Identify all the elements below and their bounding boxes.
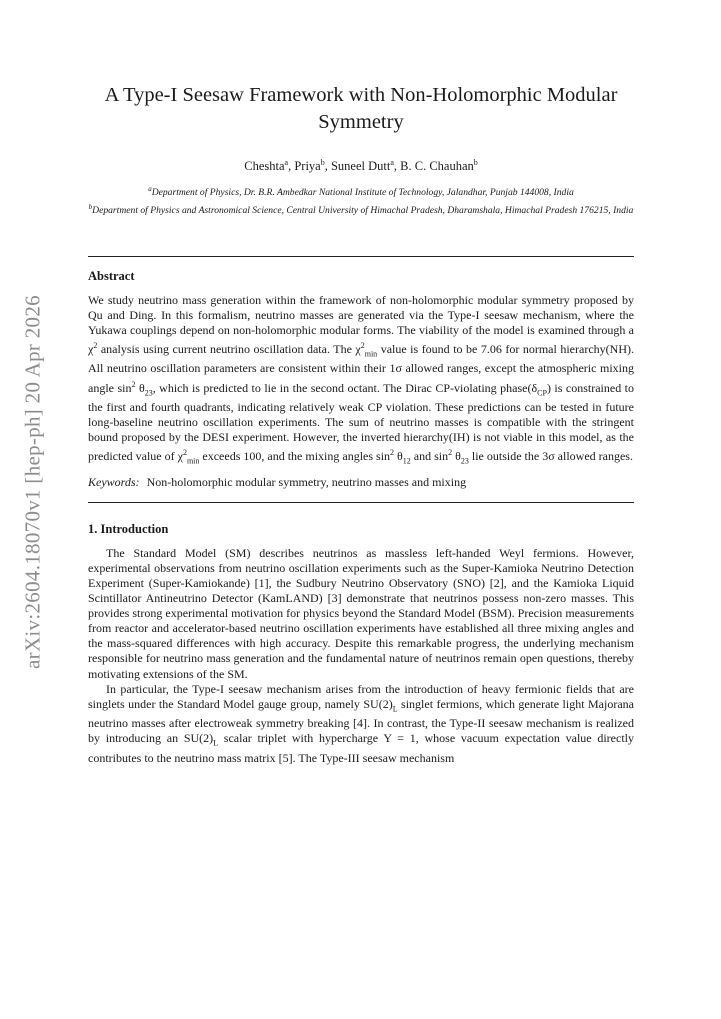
abstract-superscript: 2 bbox=[182, 448, 187, 458]
abstract-subscript: 23 bbox=[460, 456, 469, 466]
affiliation bbox=[88, 183, 634, 200]
abstract-segment: ) is constrained to the first and fourth quadrants, indicating relatively weak CP violation. These predictions can be tested in future long-baseline neutrino oscillation experiments. The sum of neutrino masses is compatible with the stringent bound proposed by the DESI experiment. However, the inverted hierarchy(IH) is not viable in this model, as the predicted value of χ bbox=[88, 380, 634, 464]
abstract-superscript: 2 bbox=[390, 448, 395, 458]
bottom-divider bbox=[88, 502, 634, 503]
author-name: Suneel Dutt bbox=[330, 159, 391, 174]
body-subscript: L bbox=[213, 738, 219, 748]
abstract-segment: θ bbox=[452, 449, 461, 464]
body-segment: singlet fermions, which generate light Majorana neutrino masses after electroweak symmetry breaking [4]. In contrast, the Type-II seesaw mechanism is realized by introducing an SU(2) bbox=[88, 696, 634, 746]
author-name: Priya bbox=[294, 159, 321, 174]
abstract-segment: , which is predicted to lie in the second octant. The Dirac CP-violating phase(δ bbox=[152, 380, 538, 395]
affiliations bbox=[88, 183, 634, 218]
top-divider bbox=[88, 256, 634, 257]
affiliation-mark: b bbox=[88, 202, 93, 211]
author-name: B. C. Chauhan bbox=[400, 159, 474, 174]
abstract-segment: and sin bbox=[410, 449, 449, 464]
body-segment: In particular, the Type-I seesaw mechanism arises from the introduction of heavy fermionic fields that are singlets under the Standard Model gauge group, namely SU(2) bbox=[88, 681, 634, 711]
abstract-segment: We study neutrino mass generation within the framework of non-holomorphic modular symmetry proposed by Qu and Ding. In this formalism, neutrino masses are generated via the Type-I seesaw mechanism, where the Yukawa couplings depend on non-holomorphic modular forms. The viability of the model is examined through a χ bbox=[88, 292, 634, 356]
section-body bbox=[88, 546, 634, 766]
abstract-superscript: 2 bbox=[93, 341, 98, 350]
section-heading bbox=[88, 522, 634, 537]
abstract-subscript: min bbox=[186, 456, 200, 466]
keywords-line bbox=[88, 475, 634, 490]
author-mark: a bbox=[390, 158, 394, 167]
abstract-segment: analysis using current neutrino oscillation data. The χ bbox=[97, 342, 361, 356]
author-list: Cheshta$^a$, Priya$^b$, Suneel Dutt$^a$, B. C. Chauhan$^b$ bbox=[244, 158, 478, 174]
affiliation-text: Department of Physics and Astronomical Science, Central University of Himachal Pradesh, Dharamshala, Himachal Pradesh 176215, India bbox=[92, 205, 634, 217]
body-subscript: L bbox=[392, 704, 398, 714]
author-mark: a bbox=[284, 158, 289, 167]
abstract-segment: θ bbox=[394, 449, 403, 464]
abstract-superscript: 2 bbox=[131, 379, 136, 389]
body-segment: scalar triplet with hypercharge Y = 1, whose vacuum expectation value directly contributes to the neutrino mass matrix [5]. The Type-III seesaw mechanism bbox=[88, 731, 634, 765]
section-number: 1. bbox=[88, 521, 98, 536]
abstract-segment: θ bbox=[135, 380, 145, 395]
paper-content bbox=[88, 82, 634, 766]
affiliation-mark: a bbox=[148, 185, 152, 194]
abstract-heading: Abstract bbox=[88, 268, 135, 283]
paper-title: A Type-I Seesaw Framework with Non-Holomorphic Modular Symmetry bbox=[104, 84, 618, 133]
section-title: Introduction bbox=[100, 521, 169, 536]
abstract-segment: lie outside the 3σ allowed ranges. bbox=[468, 449, 633, 464]
body-paragraph bbox=[88, 682, 634, 766]
affiliation bbox=[88, 201, 634, 218]
abstract-text bbox=[88, 293, 634, 469]
abstract-superscript: 2 bbox=[448, 448, 453, 458]
abstract-subscript: min bbox=[364, 349, 378, 359]
abstract-segment: exceeds 100, and the mixing angles sin bbox=[199, 449, 391, 464]
abstract-segment: value is found to be 7.06 for normal hierarchy(NH). All neutrino oscillation parameters are consistent within their 1σ allowed ranges, except the atmospheric mixing angle sin bbox=[88, 342, 634, 395]
author-mark: b bbox=[473, 158, 478, 167]
arxiv-side-stamp bbox=[20, 292, 46, 672]
arxiv-identifier: arXiv:2604.18070v1 [hep-ph] 20 Apr 2026 bbox=[20, 295, 45, 669]
author-mark: b bbox=[320, 158, 325, 167]
affiliation-text: Department of Physics, Dr. B.R. Ambedkar National Institute of Technology, Jalandhar, Punjab 144008, India bbox=[151, 187, 574, 199]
abstract-superscript: 2 bbox=[360, 341, 365, 350]
keywords-label: Keywords: bbox=[88, 474, 140, 489]
abstract-subscript: CP bbox=[537, 387, 547, 397]
keywords-text: Non-holomorphic modular symmetry, neutrino masses and mixing bbox=[146, 474, 467, 489]
abstract-subscript: 23 bbox=[144, 387, 153, 397]
body-paragraph: The Standard Model (SM) describes neutrinos as massless left-handed Weyl fermions. However, experimental observations from neutrino oscillation experiments such as the Super-Kamioka Neutrino Detection Experiment (Super-Kamiokande) [1], the Sudbury Neutrino Observatory (SNO) [2], and the Kamioka Liquid Scintillator Antineutrino Detector (KamLAND) [3] demonstrate that neutrinos possess non-zero masses. This provides strong experimental motivation for physics beyond the Standard Model (BSM). Precision measurements from reactor and accelerator-based neutrino oscillation experiments have established all three mixing angles and the mass-squared differences with high accuracy. Despite this remarkable progress, the underlying mechanism responsible for neutrino mass generation and the fundamental nature of neutrinos remain open questions, thereby motivating extensions of the SM. bbox=[88, 545, 634, 681]
author-name: Cheshta bbox=[244, 159, 285, 174]
abstract-subscript: 12 bbox=[402, 456, 411, 466]
